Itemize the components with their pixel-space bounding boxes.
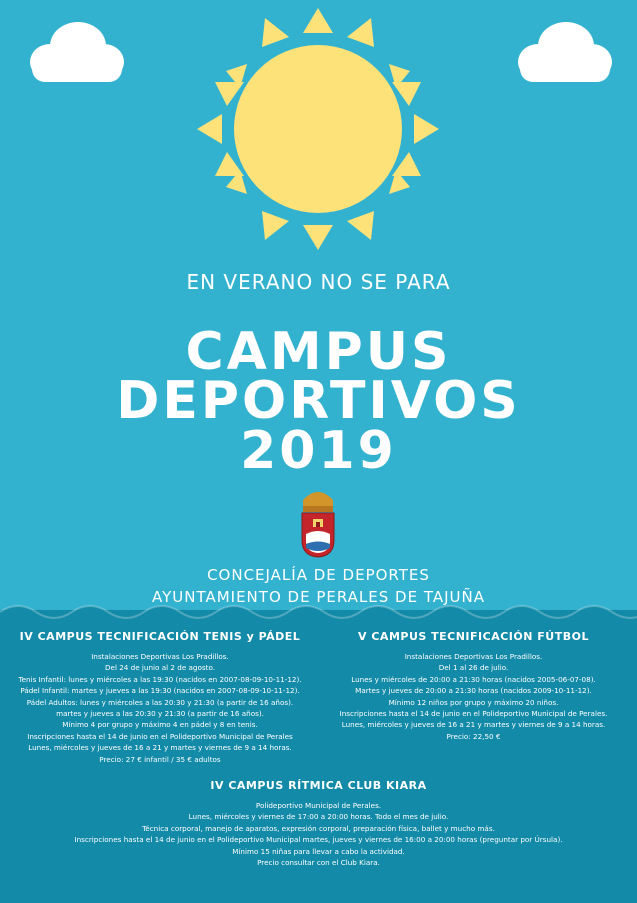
campus-tenis-line: Instalaciones Deportivas Los Pradillos. [91, 652, 229, 661]
campus-tenis-line: martes y jueves a las 20:30 y 21:30 (a partir de 16 años). [56, 709, 264, 719]
campus-futbol-price: Precio: 22,50 € [446, 731, 501, 741]
campus-tenis-line: Lunes, miércoles y jueves de 16 a 21 y martes y viernes de 9 a 14 horas. [28, 743, 292, 753]
campus-ritmica-title: IV CAMPUS RÍTMICA CLUB KIARA [210, 779, 427, 792]
title-line-deportivos: DEPORTIVOS [116, 371, 521, 431]
campus-futbol-line: Lunes, miércoles y jueves de 16 a 21 y martes y viernes de 9 a 14 horas. [341, 720, 606, 730]
campus-ritmica-price: Precio consultar con el Club Kiara. [257, 858, 380, 868]
campus-futbol-line: Del 1 al 26 de julio. [438, 663, 509, 673]
campus-futbol-section [320, 630, 627, 742]
title-line-year: 2019 [240, 421, 397, 481]
campus-futbol-line: Instalaciones Deportivas Los Pradillos. [404, 652, 543, 661]
campus-futbol-line: Mínimo 12 niños por grupo y máximo 20 niños. [388, 697, 559, 707]
campus-tenis-line: Inscripciones hasta el 14 de junio en el Polideportivo Municipal de Perales [27, 731, 293, 741]
coat-of-arms-icon [302, 492, 334, 557]
organizer-department: CONCEJALÍA DE DEPORTES [207, 566, 430, 584]
sun-icon [197, 8, 439, 250]
campus-tenis-price: Precio: 27 € infantil / 35 € adultos [99, 754, 221, 764]
campus-futbol-line: Lunes y miércoles de 20:00 a 21:30 horas (nacidos 2005-06-07-08). [351, 674, 596, 684]
organizer-council: AYUNTAMIENTO DE PERALES DE TAJUÑA [152, 588, 485, 606]
campus-futbol-line: Martes y jueves de 20:00 a 21:30 horas (nacidos 2009-10-11-12). [355, 686, 592, 696]
campus-ritmica-line: Mínimo 15 niñas para llevar a cabo la actividad. [232, 846, 405, 856]
cloud-icon [30, 22, 124, 82]
campus-tenis-line: Pádel Adultos: lunes y miércoles a las 20:30 y 21:30 (a partir de 16 años). [26, 697, 294, 707]
campus-ritmica-line: Lunes, miércoles y viernes de 17:00 a 20:00 horas. Todo el mes de julio. [188, 812, 449, 822]
title-line-campus: CAMPUS [185, 322, 452, 382]
campus-tenis-section [10, 630, 310, 765]
campus-futbol-line: Inscripciones hasta el 14 de junio en el Polideportivo Municipal de Perales. [339, 709, 608, 719]
campus-ritmica-line: Inscripciones hasta el 14 de junio en el Polideportivo Municipal martes, jueves y viernes de 16:00 a 20:00 horas (preguntar por Úrsula). [74, 835, 563, 845]
campus-tenis-line: Del 24 de junio al 2 de agosto. [104, 663, 216, 673]
campus-tenis-line: Pádel Infantil: martes y jueves a las 19:30 (nacidos en 2007-08-09-10-11-12). [20, 686, 300, 696]
campus-futbol-title: V CAMPUS TECNIFICACIÓN FÚTBOL [358, 630, 589, 643]
campus-tenis-line: Tenis Infantil: lunes y miércoles a las 19:30 (nacidos en 2007-08-09-10-11-12). [18, 674, 302, 684]
campus-ritmica-line: Técnica corporal, manejo de aparatos, expresión corporal, preparación física, ballet y mucho más. [142, 823, 495, 833]
cloud-icon [518, 22, 612, 82]
campus-ritmica-section [0, 779, 637, 868]
campus-tenis-line: Mínimo 4 por grupo y máximo 4 en pádel y 8 en tenis. [62, 720, 258, 730]
campus-tenis-title: IV CAMPUS TECNIFICACIÓN TENIS y PÁDEL [19, 630, 301, 643]
tagline: EN VERANO NO SE PARA [186, 270, 451, 294]
campus-ritmica-line: Polideportivo Municipal de Perales. [255, 801, 382, 810]
